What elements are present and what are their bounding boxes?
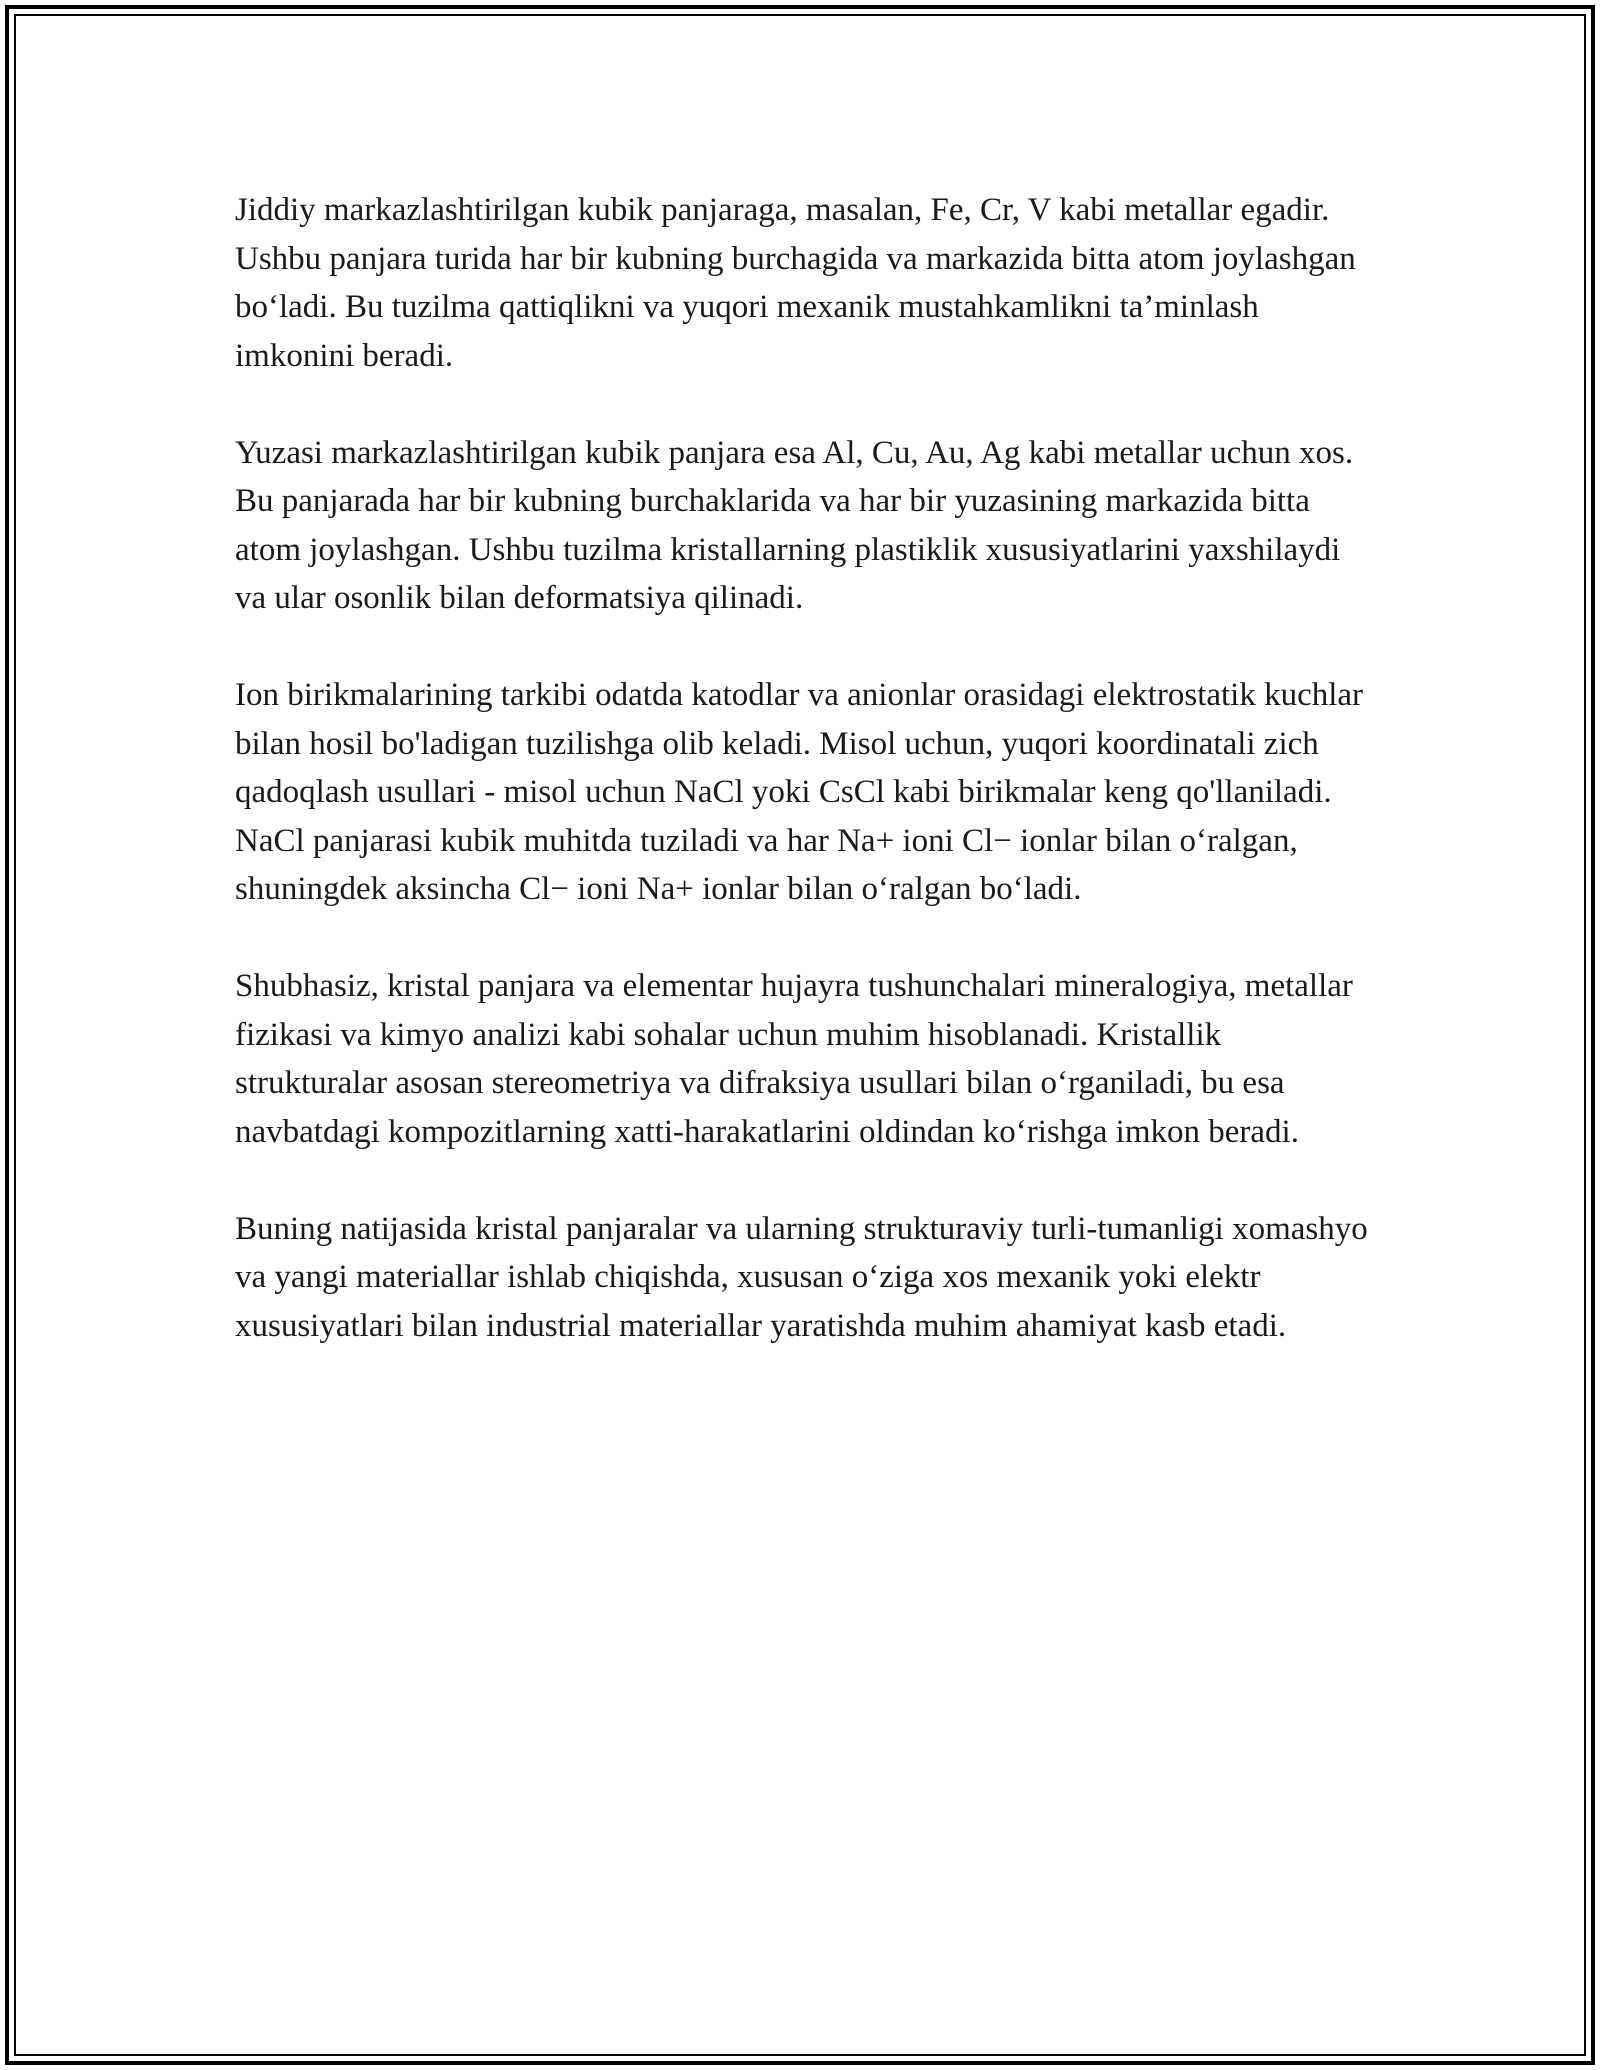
paragraph-3: Ion birikmalarining tarkibi odatda katodlar va anionlar orasidagi elektrostatik kuchlar bilan hosil bo'ladigan tuzilishga olib keladi. Misol uchun, yuqori koordinatali zich qadoqlash usullari - misol uchun NaCl yoki CsCl kabi birikmalar keng qo'llaniladi. NaCl panjarasi kubik muhitda tuziladi va har Na+ ioni Cl− ionlar bilan o‘ralgan, shuningdek aksincha Cl− ioni Na+ ionlar bilan o‘ralgan bo‘ladi. (235, 677, 1364, 907)
document-body (235, 186, 1375, 1350)
paragraph-2: Yuzasi markazlashtirilgan kubik panjara esa Al, Cu, Au, Ag kabi metallar uchun xos. Bu panjarada har bir kubning burchaklarida va har bir yuzasining markazida bitta atom joylashgan. Ushbu tuzilma kristallarning plastiklik xususiyatlarini yaxshilaydi va ular osonlik bilan deformatsiya qilinadi. (235, 434, 1354, 616)
paragraph-1: Jiddiy markazlashtirilgan kubik panjaraga, masalan, Fe, Cr, V kabi metallar egadir. Ushbu panjara turida har bir kubning burchagida va markazida bitta atom joylashgan bo‘ladi. Bu tuzilma qattiqlikni va yuqori mexanik mustahkamlikni ta’minlash imkonini beradi. (235, 192, 1356, 374)
paragraph-5: Buning natijasida kristal panjaralar va ularning strukturaviy turli-tumanligi xomashyo va yangi materiallar ishlab chiqishda, xususan o‘ziga xos mexanik yoki elektr xususiyatlari bilan industrial materiallar yaratishda muhim ahamiyat kasb etadi. (235, 1210, 1368, 1344)
paragraph-4: Shubhasiz, kristal panjara va elementar hujayra tushunchalari mineralogiya, metallar fizikasi va kimyo analizi kabi sohalar uchun muhim hisoblanadi. Kristallik strukturalar asosan stereometriya va difraksiya usullari bilan o‘rganiladi, bu esa navbatdagi kompozitlarning xatti-harakatlarini oldindan ko‘rishga imkon beradi. (235, 968, 1353, 1150)
